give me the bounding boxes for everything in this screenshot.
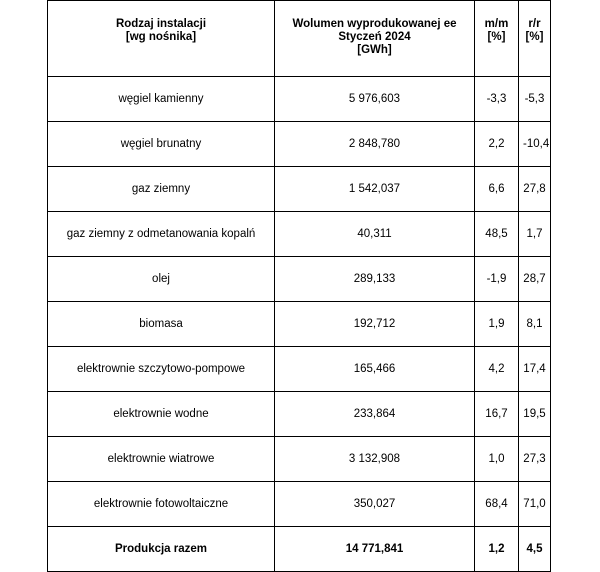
table-row	[48, 167, 551, 212]
mm-cell: 1,9	[475, 302, 519, 347]
mm-cell: 2,2	[475, 122, 519, 167]
installation-type-cell: biomasa	[48, 302, 275, 347]
header-volume-line1: Wolumen wyprodukowanej ee	[292, 18, 457, 30]
header-year-over-year	[519, 1, 551, 77]
volume-cell: 165,466	[275, 347, 475, 392]
header-rr-line2: [%]	[525, 31, 544, 43]
installation-type-cell: węgiel kamienny	[48, 77, 275, 122]
header-installation-line1: Rodzaj instalacji	[115, 18, 207, 30]
mm-cell: 6,6	[475, 167, 519, 212]
total-row	[48, 527, 551, 572]
volume-cell: 2 848,780	[275, 122, 475, 167]
header-month-over-month	[475, 1, 519, 77]
rr-cell: 8,1	[519, 302, 551, 347]
installation-type-cell: gaz ziemny	[48, 167, 275, 212]
header-mm-line1: m/m	[484, 18, 509, 30]
installation-type-cell: elektrownie fotowoltaiczne	[48, 482, 275, 527]
volume-cell: 40,311	[275, 212, 475, 257]
rr-cell: 19,5	[519, 392, 551, 437]
mm-cell: 4,2	[475, 347, 519, 392]
mm-cell: 48,5	[475, 212, 519, 257]
table-row	[48, 347, 551, 392]
rr-cell: 71,0	[519, 482, 551, 527]
rr-cell: -5,3	[519, 77, 551, 122]
header-volume	[275, 1, 475, 77]
header-volume-line2: Styczeń 2024	[338, 31, 411, 43]
table-row	[48, 212, 551, 257]
volume-cell: 1 542,037	[275, 167, 475, 212]
volume-cell: 5 976,603	[275, 77, 475, 122]
rr-cell: -10,4	[519, 122, 551, 167]
mm-cell: 16,7	[475, 392, 519, 437]
mm-cell: -1,9	[475, 257, 519, 302]
header-installation-line2: [wg nośnika]	[125, 31, 197, 43]
rr-cell: 27,8	[519, 167, 551, 212]
total-volume-cell: 14 771,841	[275, 527, 475, 572]
table-row	[48, 437, 551, 482]
table-header-row	[48, 1, 551, 77]
installation-type-cell: elektrownie wiatrowe	[48, 437, 275, 482]
table-row	[48, 482, 551, 527]
installation-type-cell: olej	[48, 257, 275, 302]
header-volume-line3: [GWh]	[357, 44, 392, 56]
rr-cell: 17,4	[519, 347, 551, 392]
energy-production-table	[47, 0, 551, 572]
table-row	[48, 257, 551, 302]
volume-cell: 233,864	[275, 392, 475, 437]
mm-cell: 1,0	[475, 437, 519, 482]
rr-cell: 28,7	[519, 257, 551, 302]
header-rr-line1: r/r	[528, 18, 541, 30]
volume-cell: 192,712	[275, 302, 475, 347]
table-row	[48, 302, 551, 347]
volume-cell: 350,027	[275, 482, 475, 527]
total-label-cell: Produkcja razem	[48, 527, 275, 572]
header-installation-type	[48, 1, 275, 77]
rr-cell: 1,7	[519, 212, 551, 257]
rr-cell: 27,3	[519, 437, 551, 482]
installation-type-cell: elektrownie szczytowo-pompowe	[48, 347, 275, 392]
table-row	[48, 77, 551, 122]
mm-cell: -3,3	[475, 77, 519, 122]
volume-cell: 289,133	[275, 257, 475, 302]
volume-cell: 3 132,908	[275, 437, 475, 482]
mm-cell: 68,4	[475, 482, 519, 527]
installation-type-cell: gaz ziemny z odmetanowania kopalń	[48, 212, 275, 257]
table-row	[48, 122, 551, 167]
installation-type-cell: węgiel brunatny	[48, 122, 275, 167]
total-mm-cell: 1,2	[475, 527, 519, 572]
table-row	[48, 392, 551, 437]
total-rr-cell: 4,5	[519, 527, 551, 572]
installation-type-cell: elektrownie wodne	[48, 392, 275, 437]
header-mm-line2: [%]	[487, 31, 506, 43]
